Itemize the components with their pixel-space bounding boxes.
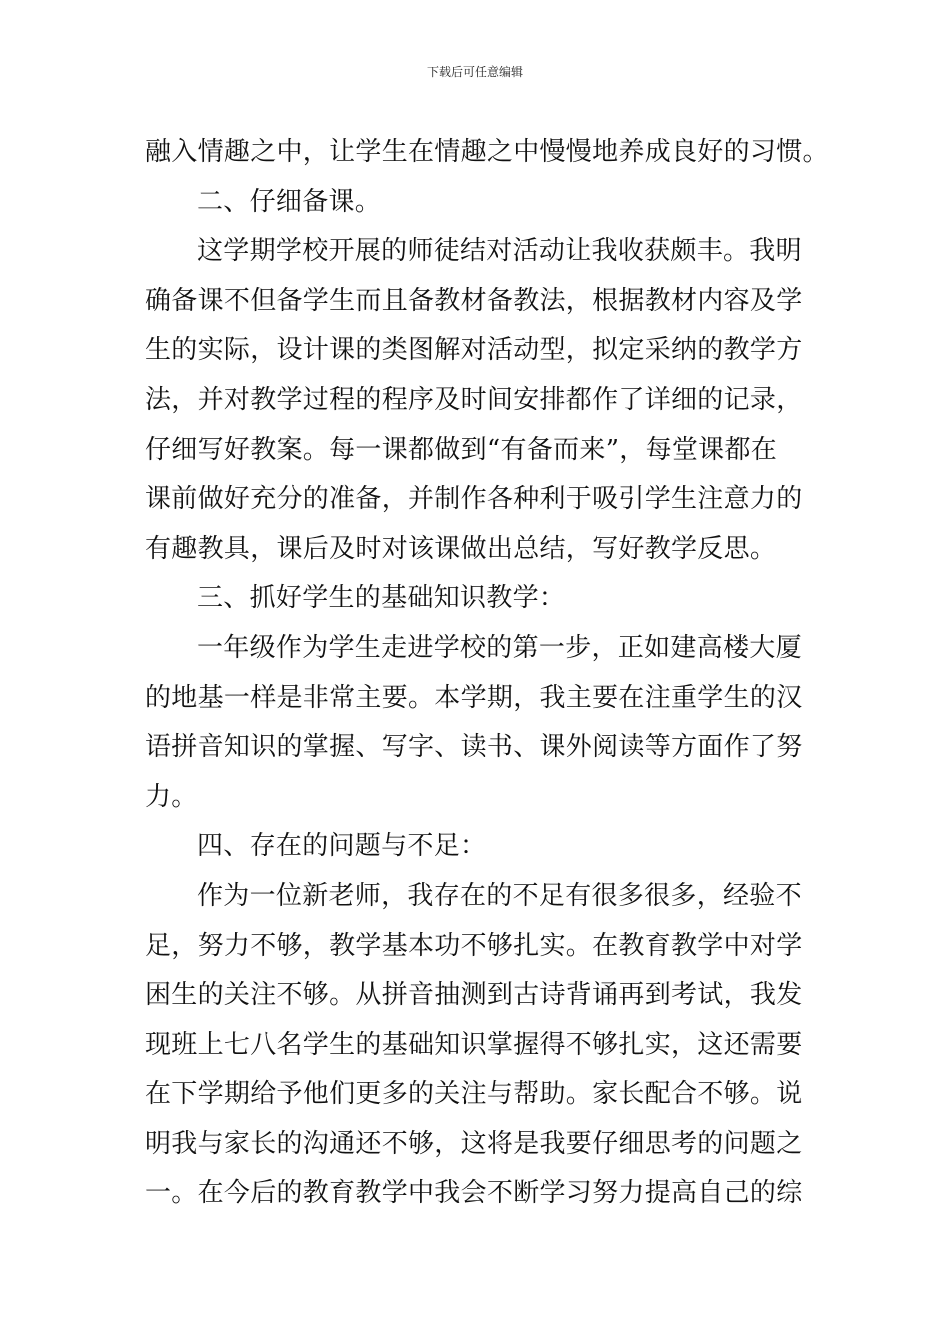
section-heading: 四、存在的问题与不足： (197, 831, 487, 862)
text-line: 这学期学校开展的师徒结对活动让我收获颇丰。我明 (197, 236, 802, 267)
text-line: 的地基一样是非常主要。本学期，我主要在注重学生的汉 (145, 682, 803, 713)
text-line: 生的实际，设计课的类图解对活动型，拟定采纳的教学方 (145, 335, 803, 366)
text-line: 力。 (145, 781, 198, 812)
text-line: 课前做好充分的准备，并制作各种利于吸引学生注意力的 (145, 484, 803, 515)
text-line: 一。在今后的教育教学中我会不断学习努力提高自己的综 (145, 1178, 803, 1209)
text-line: 作为一位新老师，我存在的不足有很多很多，经验不 (197, 880, 802, 911)
text-line: 仔细写好教案。每一课都做到“有备而来”，每堂课都在 (145, 434, 778, 465)
text-line: 现班上七八名学生的基础知识掌握得不够扎实，这还需要 (145, 1029, 803, 1060)
text-line: 融入情趣之中，让学生在情趣之中慢慢地养成良好的习惯。 (145, 137, 829, 167)
page-header: 下载后可任意编辑 (426, 65, 523, 79)
text-line: 在下学期给予他们更多的关注与帮助。家长配合不够。说 (145, 1079, 803, 1110)
text-line: 法，并对教学过程的程序及时间安排都作了详细的记录， (145, 384, 803, 415)
document-body (145, 128, 829, 1219)
text-line: 一年级作为学生走进学校的第一步，正如建高楼大厦 (197, 632, 802, 663)
text-line: 足，努力不够，教学基本功不够扎实。在教育教学中对学 (145, 930, 803, 961)
section-heading: 三、抓好学生的基础知识教学： (197, 583, 566, 614)
section-heading: 二、仔细备课。 (197, 186, 382, 217)
text-line: 确备课不但备学生而且备教材备教法，根据教材内容及学 (145, 285, 803, 316)
text-line: 明我与家长的沟通还不够，这将是我要仔细思考的问题之 (145, 1128, 803, 1159)
text-line: 困生的关注不够。从拼音抽测到古诗背诵再到考试，我发 (145, 980, 803, 1011)
text-line: 有趣教具，课后及时对该课做出总结，写好教学反思。 (145, 533, 777, 564)
text-line: 语拼音知识的掌握、写字、读书、课外阅读等方面作了努 (145, 732, 803, 763)
